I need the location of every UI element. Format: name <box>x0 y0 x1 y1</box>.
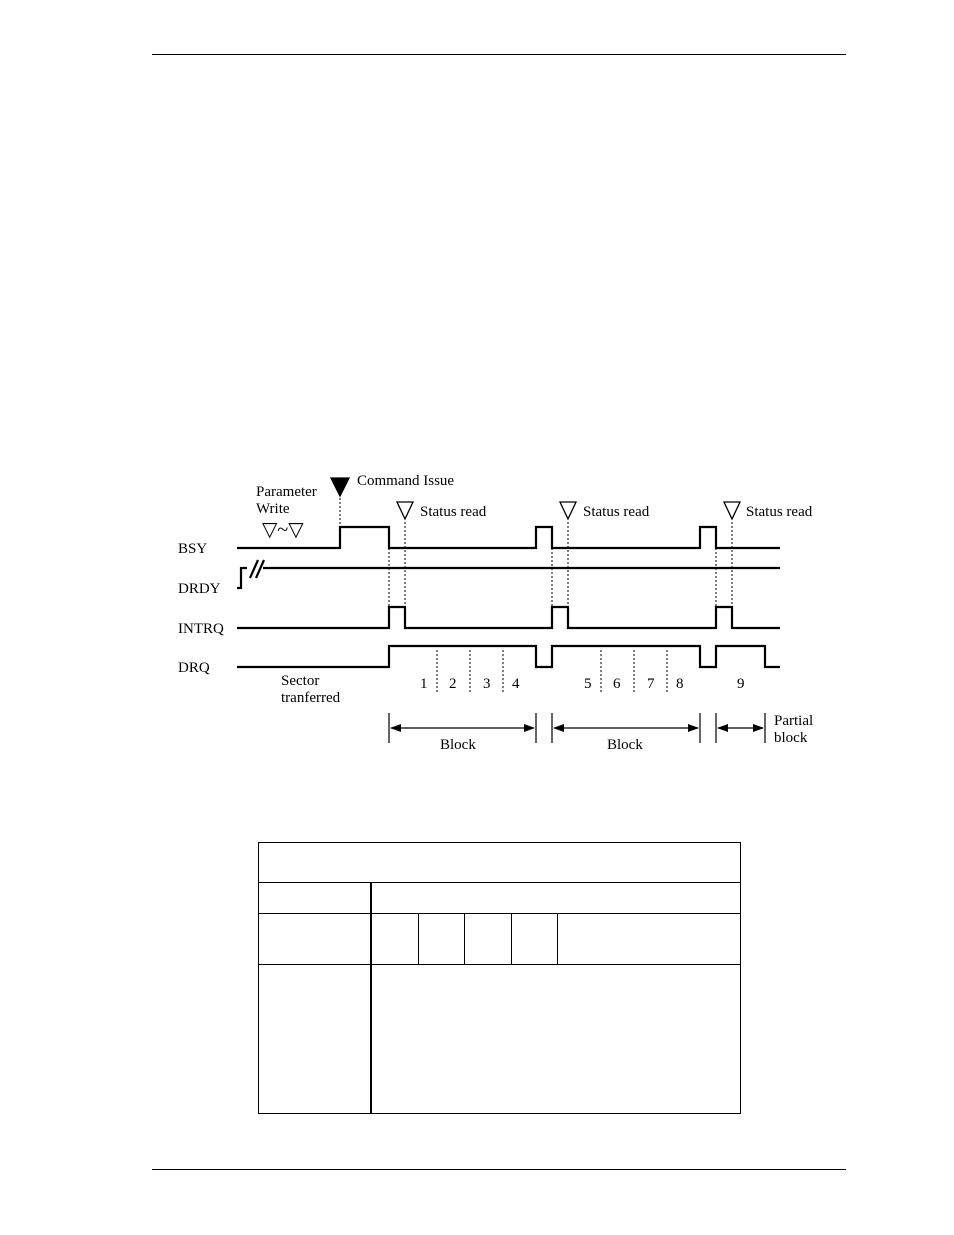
signal-label-drq: DRQ <box>178 660 210 676</box>
table-cell <box>465 914 512 965</box>
intrq-waveform <box>237 607 780 628</box>
sector-number: 3 <box>483 676 491 692</box>
status-read-label: Status read <box>583 504 650 520</box>
block-label: Block <box>440 737 476 753</box>
sector-number: 8 <box>676 676 684 692</box>
sector-number: 5 <box>584 676 592 692</box>
table-cell <box>259 914 372 965</box>
status-read-label: Status read <box>746 504 813 520</box>
table-cell <box>259 883 372 914</box>
waveforms <box>237 527 780 667</box>
table-cell <box>371 883 741 914</box>
table-row <box>259 914 741 965</box>
table-title-cell <box>259 843 741 883</box>
command-issue-marker <box>331 478 349 496</box>
status-read-marker <box>560 502 576 519</box>
footer-rule <box>152 1169 846 1170</box>
table-cell <box>259 965 372 1114</box>
drdy-rise <box>237 568 247 588</box>
command-issue-label: Command Issue <box>357 473 455 489</box>
table-row <box>259 843 741 883</box>
sector-number: 9 <box>737 676 745 692</box>
sector-number: 1 <box>420 676 428 692</box>
table-cell <box>371 965 741 1114</box>
command-table <box>258 842 741 1114</box>
table-cell <box>558 914 741 965</box>
partial-block-label: block <box>774 730 808 746</box>
parameter-label: Parameter <box>256 484 317 500</box>
signal-label-bsy: BSY <box>178 541 208 557</box>
status-read-marker <box>397 502 413 519</box>
sector-label: Sector <box>281 673 320 689</box>
signal-label-drdy: DRDY <box>178 581 221 597</box>
tranferred-label: tranferred <box>281 690 341 706</box>
signal-label-intrq: INTRQ <box>178 621 224 637</box>
status-read-marker <box>724 502 740 519</box>
table-cell <box>419 914 465 965</box>
table-cell <box>512 914 558 965</box>
block-label: Block <box>607 737 643 753</box>
bsy-waveform <box>237 527 780 548</box>
write-label: Write <box>256 501 290 517</box>
table-row <box>259 965 741 1114</box>
sector-number: 6 <box>613 676 621 692</box>
sector-number: 2 <box>449 676 457 692</box>
table-cell <box>371 914 419 965</box>
table-row <box>259 883 741 914</box>
sector-number: 4 <box>512 676 520 692</box>
sector-number: 7 <box>647 676 655 692</box>
partial-label: Partial <box>774 713 814 729</box>
drq-waveform <box>237 646 780 667</box>
status-read-label: Status read <box>420 504 487 520</box>
parameter-symbols: ▽~▽ <box>262 519 304 541</box>
